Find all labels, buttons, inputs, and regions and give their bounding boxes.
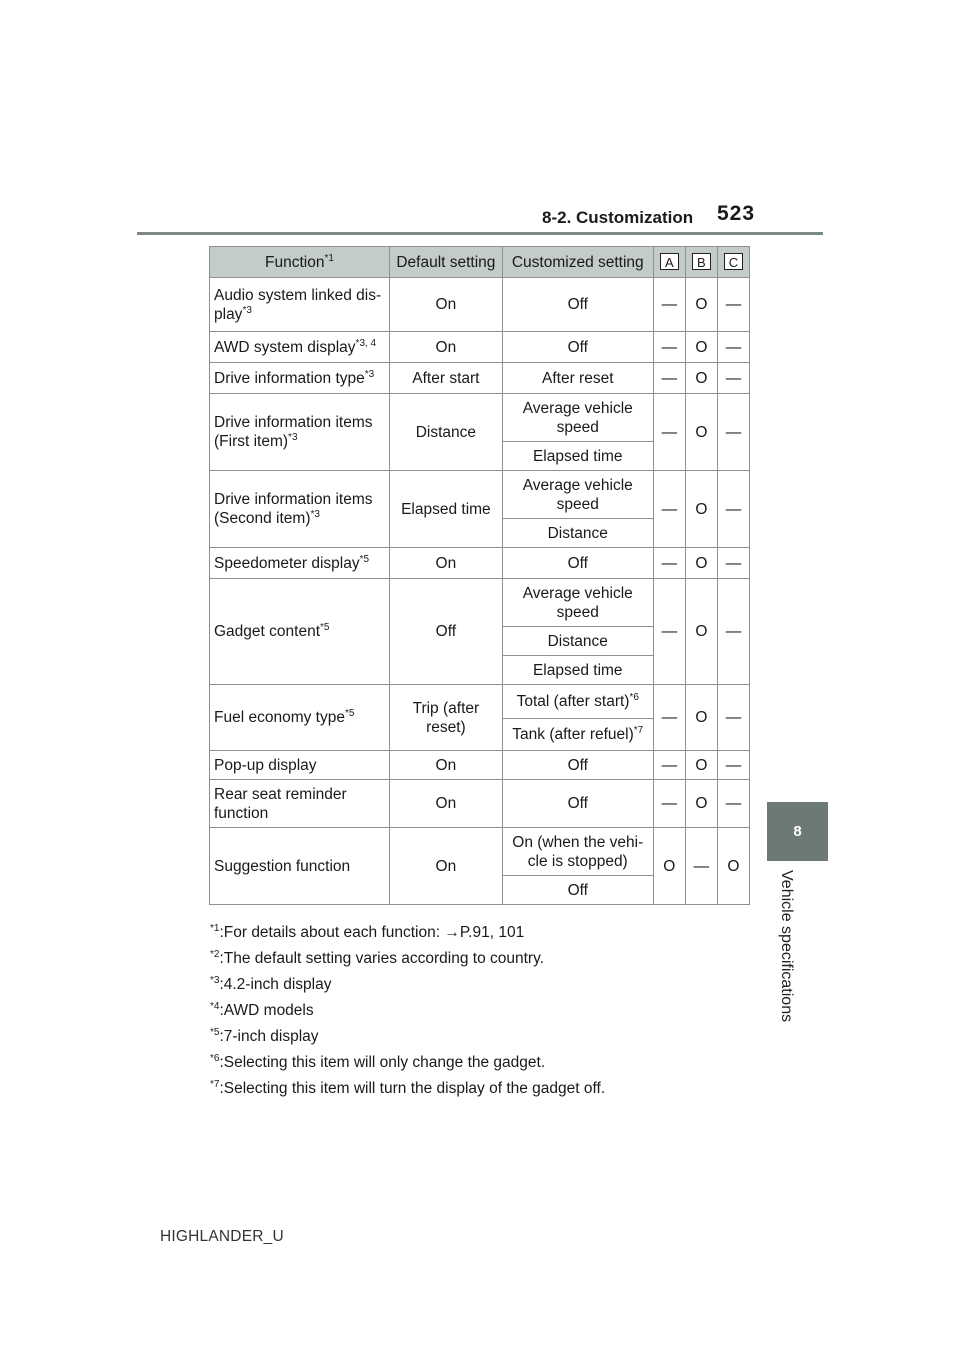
cell-c: O — [717, 828, 749, 905]
cell-b: O — [685, 780, 717, 828]
cell-c: — — [717, 780, 749, 828]
table-row — [210, 363, 750, 394]
cell-function — [210, 332, 390, 363]
table-row — [210, 685, 750, 719]
cell-default: After start — [390, 363, 503, 394]
cell-a: — — [653, 751, 685, 780]
cell-function — [210, 579, 390, 685]
function-text-2: (First item) — [214, 433, 289, 450]
footnote-3 — [210, 972, 750, 998]
footnote-text: :AWD models — [219, 1002, 314, 1019]
cell-b: — — [685, 828, 717, 905]
cell-default: On — [390, 332, 503, 363]
cell-custom: Off — [502, 876, 653, 905]
footnote-7 — [210, 1076, 750, 1102]
letter-a-box: A — [660, 253, 679, 270]
footnotes — [210, 920, 750, 1102]
footnote-mark: *5 — [210, 1026, 220, 1038]
cell-default: Distance — [390, 394, 503, 471]
cell-b: O — [685, 751, 717, 780]
cell-default: On — [390, 278, 503, 332]
function-sup: *3, 4 — [355, 337, 377, 349]
table-row — [210, 780, 750, 828]
page-number: 523 — [717, 202, 756, 225]
function-text: Drive information items — [214, 491, 373, 508]
cell-b: O — [685, 394, 717, 471]
header-c — [717, 247, 749, 278]
custom-sup: *7 — [633, 724, 644, 736]
function-text: Gadget content — [214, 623, 320, 640]
table-header-row — [210, 247, 750, 278]
custom-text: Tank (after refuel) — [512, 726, 634, 743]
cell-custom: Off — [502, 332, 653, 363]
footnote-1 — [210, 920, 750, 946]
function-sup: *5 — [320, 621, 330, 633]
cell-b: O — [685, 332, 717, 363]
cell-a: — — [653, 548, 685, 579]
header-function — [210, 247, 390, 278]
cell-b: O — [685, 548, 717, 579]
footnote-5 — [210, 1024, 750, 1050]
cell-custom: Average vehicle speed — [502, 579, 653, 627]
chapter-number: 8 — [793, 823, 802, 840]
cell-a: — — [653, 471, 685, 548]
custom-sup: *6 — [629, 691, 639, 703]
table-row — [210, 332, 750, 363]
table-row — [210, 828, 750, 876]
footnote-text: :For details about each function: →P.91, 101 — [219, 924, 525, 941]
cell-a: — — [653, 278, 685, 332]
cell-c: — — [717, 394, 749, 471]
function-text: Drive information type — [214, 369, 365, 387]
cell-custom: Distance — [502, 627, 653, 656]
footnote-text: :4.2-inch display — [219, 976, 332, 993]
footnote-6 — [210, 1050, 750, 1076]
cell-c: — — [717, 685, 749, 751]
function-text: Speedometer display — [214, 554, 360, 572]
cell-c: — — [717, 363, 749, 394]
cell-custom: On (when the vehi-cle is stopped) — [502, 828, 653, 876]
letter-b-box: B — [692, 253, 711, 270]
function-text: AWD system display — [214, 338, 356, 356]
cell-function: Pop-up display — [210, 751, 390, 780]
cell-a: O — [653, 828, 685, 905]
header-function-sup: *1 — [324, 252, 334, 264]
cell-c: — — [717, 471, 749, 548]
function-sup: *3 — [242, 304, 252, 316]
footnote-mark: *4 — [210, 1000, 220, 1012]
function-sup: *5 — [359, 553, 370, 565]
footnote-mark: *2 — [210, 948, 220, 960]
letter-c-box: C — [724, 253, 743, 270]
cell-custom: Distance — [502, 519, 653, 548]
footnote-text: :Selecting this item will only change the gadget. — [219, 1054, 546, 1071]
cell-default: Elapsed time — [390, 471, 503, 548]
function-sup: *3 — [288, 431, 298, 443]
function-sup: *3 — [310, 508, 320, 520]
cell-custom: Off — [502, 548, 653, 579]
cell-default: Trip (after reset) — [390, 685, 503, 751]
cell-function — [210, 685, 390, 751]
function-text: Drive information items — [214, 414, 373, 431]
footnote-4 — [210, 998, 750, 1024]
cell-custom — [502, 685, 653, 719]
cell-a: — — [653, 363, 685, 394]
table-row — [210, 579, 750, 627]
footnote-mark: *1 — [210, 922, 220, 934]
cell-b: O — [685, 278, 717, 332]
chapter-label: Vehicle specifications — [778, 870, 795, 1023]
cell-custom: Elapsed time — [502, 442, 653, 471]
cell-function: Suggestion function — [210, 828, 390, 905]
cell-custom: Off — [502, 780, 653, 828]
cell-function — [210, 394, 390, 471]
table-row — [210, 548, 750, 579]
cell-b: O — [685, 579, 717, 685]
table-row — [210, 394, 750, 442]
cell-b: O — [685, 685, 717, 751]
header-a — [653, 247, 685, 278]
function-sup: *3 — [364, 368, 375, 380]
header-customized: Customized setting — [502, 247, 653, 278]
cell-custom: Off — [502, 751, 653, 780]
cell-custom: Elapsed time — [502, 656, 653, 685]
header-divider — [137, 232, 823, 235]
function-text: Audio system linked dis- — [214, 286, 382, 304]
footnote-text: :7-inch display — [219, 1028, 319, 1045]
cell-b: O — [685, 363, 717, 394]
cell-a: — — [653, 685, 685, 751]
cell-a: — — [653, 780, 685, 828]
cell-c: — — [717, 579, 749, 685]
function-text-2: function — [214, 804, 269, 822]
cell-default: Off — [390, 579, 503, 685]
cell-c: — — [717, 751, 749, 780]
cell-b: O — [685, 471, 717, 548]
cell-custom: Average vehicle speed — [502, 394, 653, 442]
footnote-mark: *7 — [210, 1078, 220, 1090]
function-text-2: (Second item) — [214, 510, 311, 527]
function-sup: *5 — [344, 707, 355, 719]
header-default: Default setting — [390, 247, 503, 278]
function-text: Fuel economy type — [214, 709, 345, 726]
customization-table — [209, 246, 750, 905]
cell-a: — — [653, 332, 685, 363]
cell-custom: Average vehicle speed — [502, 471, 653, 519]
footnote-2 — [210, 946, 750, 972]
cell-default: On — [390, 780, 503, 828]
footnote-text: :Selecting this item will turn the display of the gadget off. — [219, 1080, 606, 1097]
cell-default: On — [390, 751, 503, 780]
footnote-mark: *6 — [210, 1052, 220, 1064]
cell-c: — — [717, 548, 749, 579]
custom-text: Total (after start) — [516, 693, 630, 710]
model-label: HIGHLANDER_U — [160, 1228, 284, 1245]
function-text: Rear seat reminder — [214, 785, 347, 803]
header-b — [685, 247, 717, 278]
cell-default: On — [390, 548, 503, 579]
cell-c: — — [717, 278, 749, 332]
cell-a: — — [653, 579, 685, 685]
footnote-mark: *3 — [210, 974, 220, 986]
table-row — [210, 278, 750, 332]
cell-c: — — [717, 332, 749, 363]
cell-function — [210, 780, 390, 828]
chapter-tab — [767, 802, 828, 861]
cell-a: — — [653, 394, 685, 471]
cell-function — [210, 363, 390, 394]
cell-default: On — [390, 828, 503, 905]
cell-function — [210, 548, 390, 579]
header-function-label: Function — [265, 253, 325, 271]
cell-function — [210, 471, 390, 548]
section-title: 8-2. Customization — [542, 208, 694, 227]
cell-custom: After reset — [502, 363, 653, 394]
cell-custom: Off — [502, 278, 653, 332]
table-row — [210, 471, 750, 519]
cell-function — [210, 278, 390, 332]
function-text-2: play — [214, 305, 243, 323]
footnote-text: :The default setting varies according to country. — [219, 950, 544, 967]
cell-custom — [502, 719, 653, 751]
table-row — [210, 751, 750, 780]
